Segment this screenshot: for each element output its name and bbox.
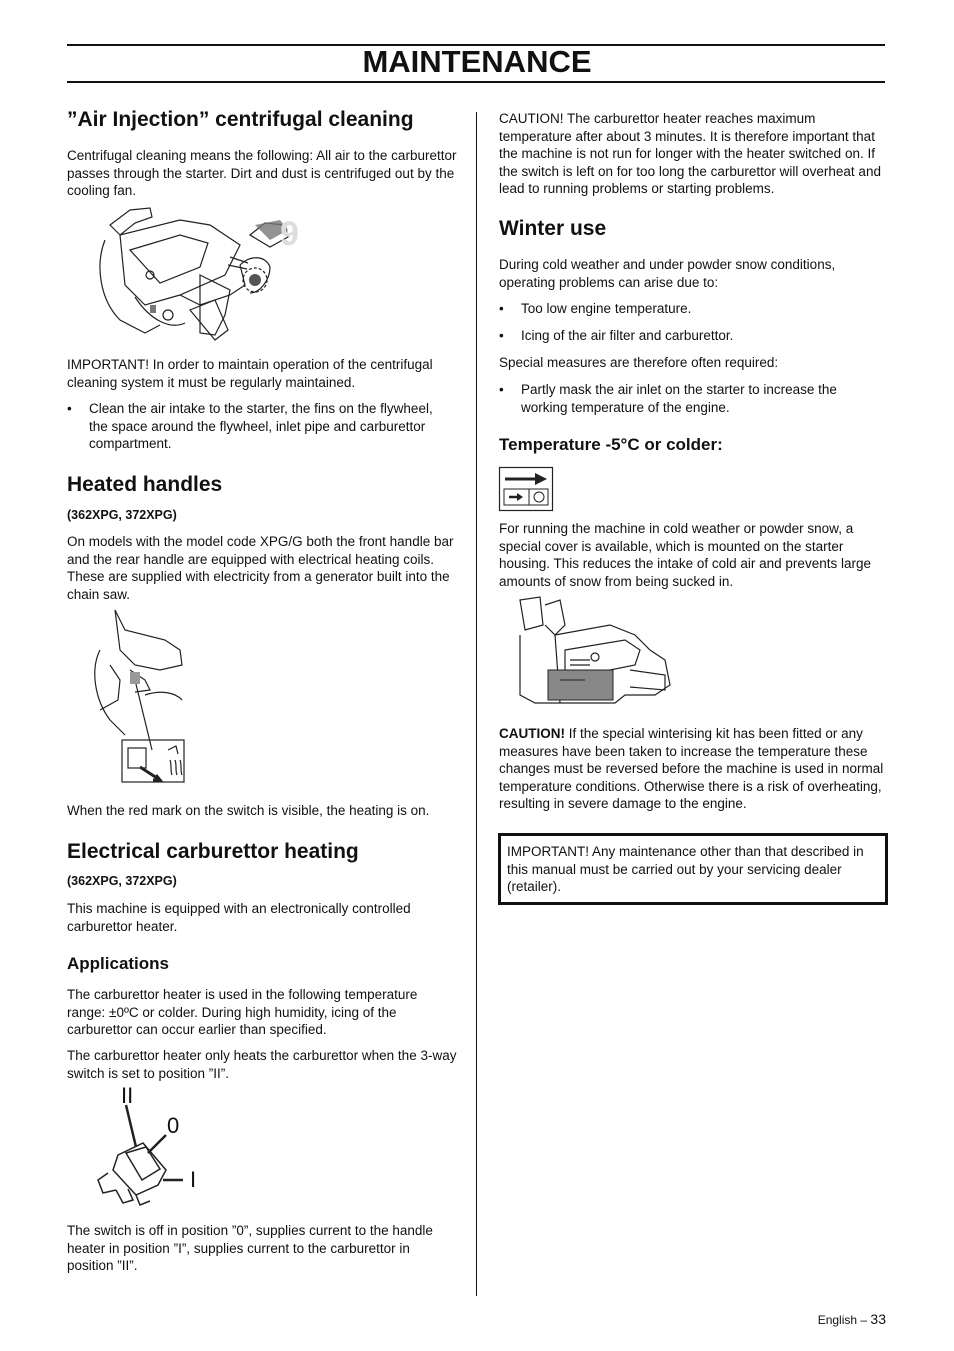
winter-use-heading: Winter use	[499, 217, 607, 240]
bullet-dot: •	[499, 301, 504, 316]
footer-language: English	[817, 1313, 858, 1327]
switch-position-i-label: I	[190, 1167, 197, 1192]
winter-bullet-3: Partly mask the air inlet on the starter to increase the working temperature of the engine.	[521, 382, 837, 415]
page-title: MAINTENANCE	[362, 44, 592, 79]
footer-dash: –	[860, 1313, 868, 1327]
bullet-dot: •	[499, 328, 504, 343]
heated-handles-models: (362XPG, 372XPG)	[67, 508, 177, 522]
winter-bullet-1: Too low engine temperature.	[521, 301, 692, 316]
air-injection-intro: Centrifugal cleaning means the following: All air to the carburettor passes through the starter. Dirt and dust is centrifuged out by the cooling fan.	[67, 148, 457, 198]
carb-heating-heading: Electrical carburettor heating	[67, 840, 359, 863]
list-item	[67, 400, 457, 453]
carb-heating-models: (362XPG, 372XPG)	[67, 874, 177, 888]
switch-position-0-label: 0	[167, 1113, 180, 1138]
winter-caution	[499, 725, 887, 813]
heated-handles-note: When the red mark on the switch is visible, the heating is on.	[67, 803, 430, 818]
list-item	[499, 381, 887, 417]
air-injection-heading: ”Air Injection” centrifugal cleaning	[67, 108, 414, 131]
applications-text: The carburettor heater is used in the following temperature range: ±0ºC or colder. During high humidity, icing of the carburettor can occur earlier than specified.	[67, 987, 418, 1037]
caution-carb-heater: CAUTION! The carburettor heater reaches maximum temperature after about 3 minutes. It is therefore important that the machine is not run for longer with the heater switched on. If the switch is left on for too long the carburettor will overheat and lead to running problems or starting problems.	[499, 111, 881, 196]
header-bottom-rule	[67, 81, 885, 83]
winter-use-intro: During cold weather and under powder snow conditions, operating problems can arise due to:	[499, 257, 836, 290]
temperature-heading: Temperature -5°C or colder:	[499, 435, 723, 454]
column-divider	[476, 112, 477, 1296]
bullet-dot: •	[499, 382, 504, 397]
caution-text: If the special winterising kit has been fitted or any measures have been taken to increase the temperature these changes must be reversed before the machine is used in normal temperature conditions. Otherwise there is a risk of overheating, resulting in severe damage to the engine.	[499, 726, 884, 811]
page-number: 33	[870, 1311, 886, 1327]
heated-handles-text: On models with the model code XPG/G both the front handle bar and the rear handle are equipped with electrical heating coils. These are supplied with electricity from a generator built into the chain saw.	[67, 534, 454, 602]
three-way-switch-illustration	[88, 1085, 218, 1210]
heated-handle-illustration	[90, 610, 190, 785]
page-footer	[818, 1311, 886, 1327]
winter-special-measures: Special measures are therefore often required:	[499, 355, 779, 370]
winter-cover-text: For running the machine in cold weather or powder snow, a special cover is available, which is mounted on the starter housing. This reduces the intake of cold air and prevents large amounts of snow from being sucked in.	[499, 521, 871, 589]
switch-position-ii-label: II	[121, 1083, 134, 1108]
carb-heating-text: This machine is equipped with an electronically controlled carburettor heater.	[67, 901, 411, 934]
air-injection-important: IMPORTANT! In order to maintain operation of the centrifugal cleaning system it must be regularly maintained.	[67, 357, 433, 390]
list-item	[499, 327, 887, 345]
important-notice-box	[498, 833, 888, 905]
caution-label: CAUTION!	[499, 726, 565, 741]
bullet-dot: •	[67, 401, 72, 416]
svg-text:9: 9	[280, 215, 299, 253]
winter-bullet-2: Icing of the air filter and carburettor.	[521, 328, 734, 343]
centrifugal-cleaning-illustration	[90, 205, 305, 345]
important-notice-text: IMPORTANT! Any maintenance other than that described in this manual must be carried out by your servicing dealer (retailer).	[507, 844, 864, 894]
winter-cover-symbol	[499, 467, 554, 512]
air-injection-bullet: Clean the air intake to the starter, the fins on the flywheel, the space around the flywheel, inlet pipe and carburettor compartment.	[89, 401, 433, 451]
applications-heading: Applications	[67, 954, 170, 973]
list-item	[499, 300, 887, 318]
switch-off-text: The switch is off in position ”0”, supplies current to the handle heater in position ”I”, supplies current to the carburettor in position ”II”.	[67, 1223, 433, 1273]
heated-handles-heading: Heated handles	[67, 473, 223, 496]
switch-position-text: The carburettor heater only heats the carburettor when the 3-way switch is set to position ”II”.	[67, 1048, 457, 1081]
winter-cover-chainsaw-illustration	[515, 595, 675, 710]
